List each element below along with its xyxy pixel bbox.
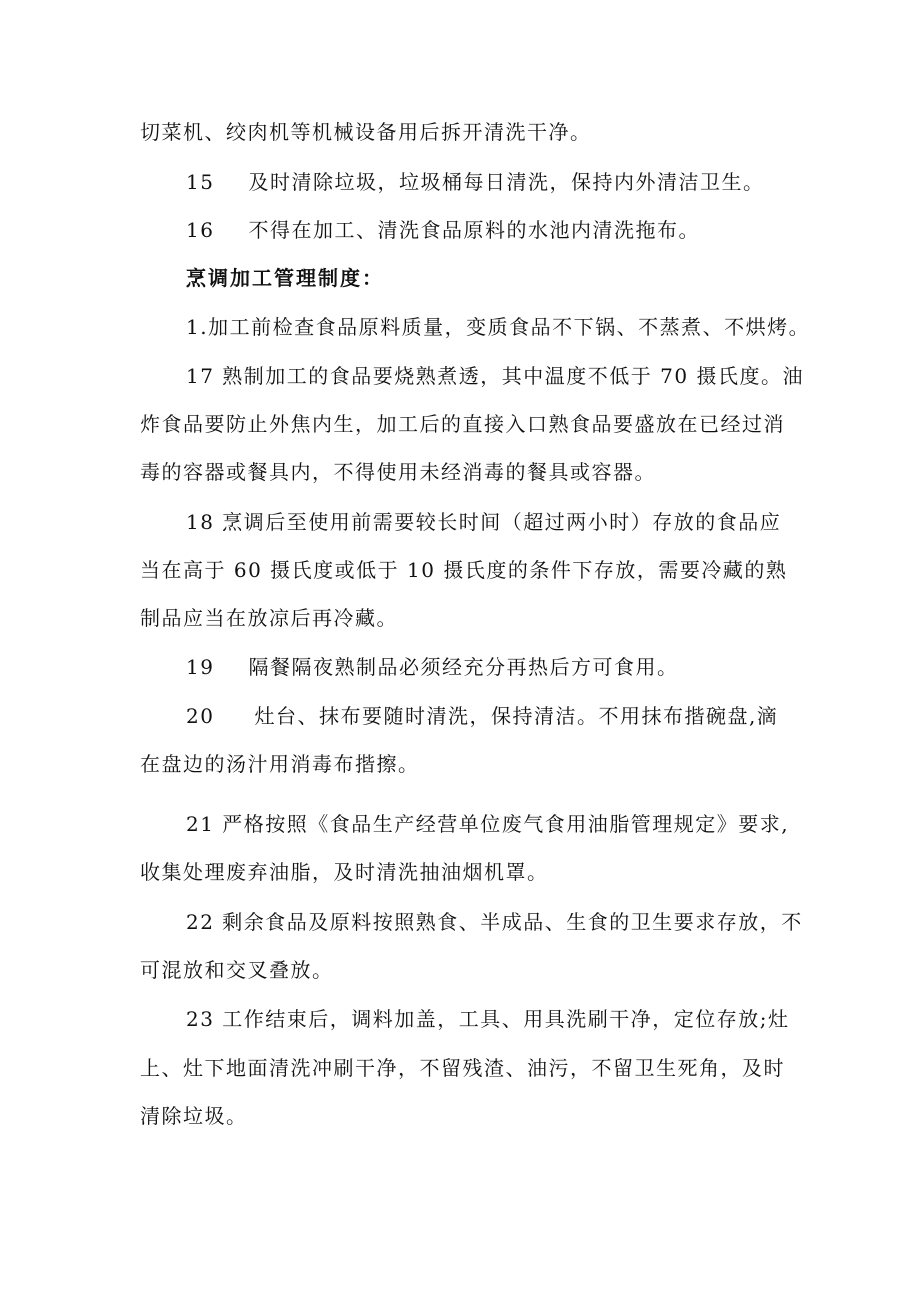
paragraph-line: 1.加工前检查食品原料质量，变质食品不下锅、不蒸煮、不烘烤。: [186, 315, 811, 339]
numbered-item-19: [186, 653, 678, 681]
paragraph-line: 清除垃圾。: [140, 1104, 248, 1128]
section-heading: 烹调加工管理制度：: [186, 266, 384, 290]
paragraph-line: 17 熟制加工的食品要烧熟煮透，其中温度不低于 70 摄氏度。油: [186, 364, 804, 388]
paragraph-line: 当在高于 60 摄氏度或低于 10 摄氏度的条件下存放，需要冷藏的熟: [140, 558, 788, 582]
paragraph-line: 上、灶下地面清洗冲刷干净，不留残渣、油污，不留卫生死角，及时: [140, 1056, 785, 1080]
paragraph-line: 18 烹调后至使用前需要较长时间（超过两小时）存放的食品应: [186, 510, 782, 534]
item-number: 16: [186, 218, 215, 242]
paragraph-line: 21 严格按照《食品生产经营单位废气食用油脂管理规定》要求,: [186, 812, 790, 836]
item-text: 及时清除垃圾，垃圾桶每日清洗，保持内外清洁卫生。: [248, 170, 765, 194]
numbered-item-15: [186, 168, 764, 196]
item-number: 19: [186, 655, 215, 679]
paragraph-line: 可混放和交叉叠放。: [140, 958, 334, 982]
paragraph-line: 炸食品要防止外焦内生，加工后的直接入口熟食品要盛放在已经过消: [140, 412, 785, 436]
item-text: 不得在加工、清洗食品原料的水池内清洗拖布。: [248, 218, 700, 242]
item-text: 隔餐隔夜熟制品必须经充分再热后方可食用。: [248, 655, 679, 679]
paragraph-line: 制品应当在放凉后再冷藏。: [140, 606, 398, 630]
paragraph-line: 在盘边的汤汁用消毒布揩擦。: [140, 752, 420, 776]
numbered-item-16: [186, 216, 700, 244]
item-text: 灶台、抹布要随时清洗，保持清洁。不用抹布揩碗盘,滴: [254, 704, 779, 728]
paragraph-line: 毒的容器或餐具内，不得使用未经消毒的餐具或容器。: [140, 460, 656, 484]
item-number: 15: [186, 170, 215, 194]
paragraph-line: 收集处理废弃油脂，及时清洗抽油烟机罩。: [140, 860, 549, 884]
paragraph-line: 23 工作结束后，调料加盖，工具、用具洗刷干净，定位存放;灶: [186, 1007, 790, 1031]
numbered-item-20: [186, 702, 778, 730]
paragraph-line: 22 剩余食品及原料按照熟食、半成品、生食的卫生要求存放，不: [186, 910, 803, 934]
paragraph-line: 切菜机、绞肉机等机械设备用后拆开清洗干净。: [140, 120, 592, 144]
item-number: 20: [186, 704, 215, 728]
